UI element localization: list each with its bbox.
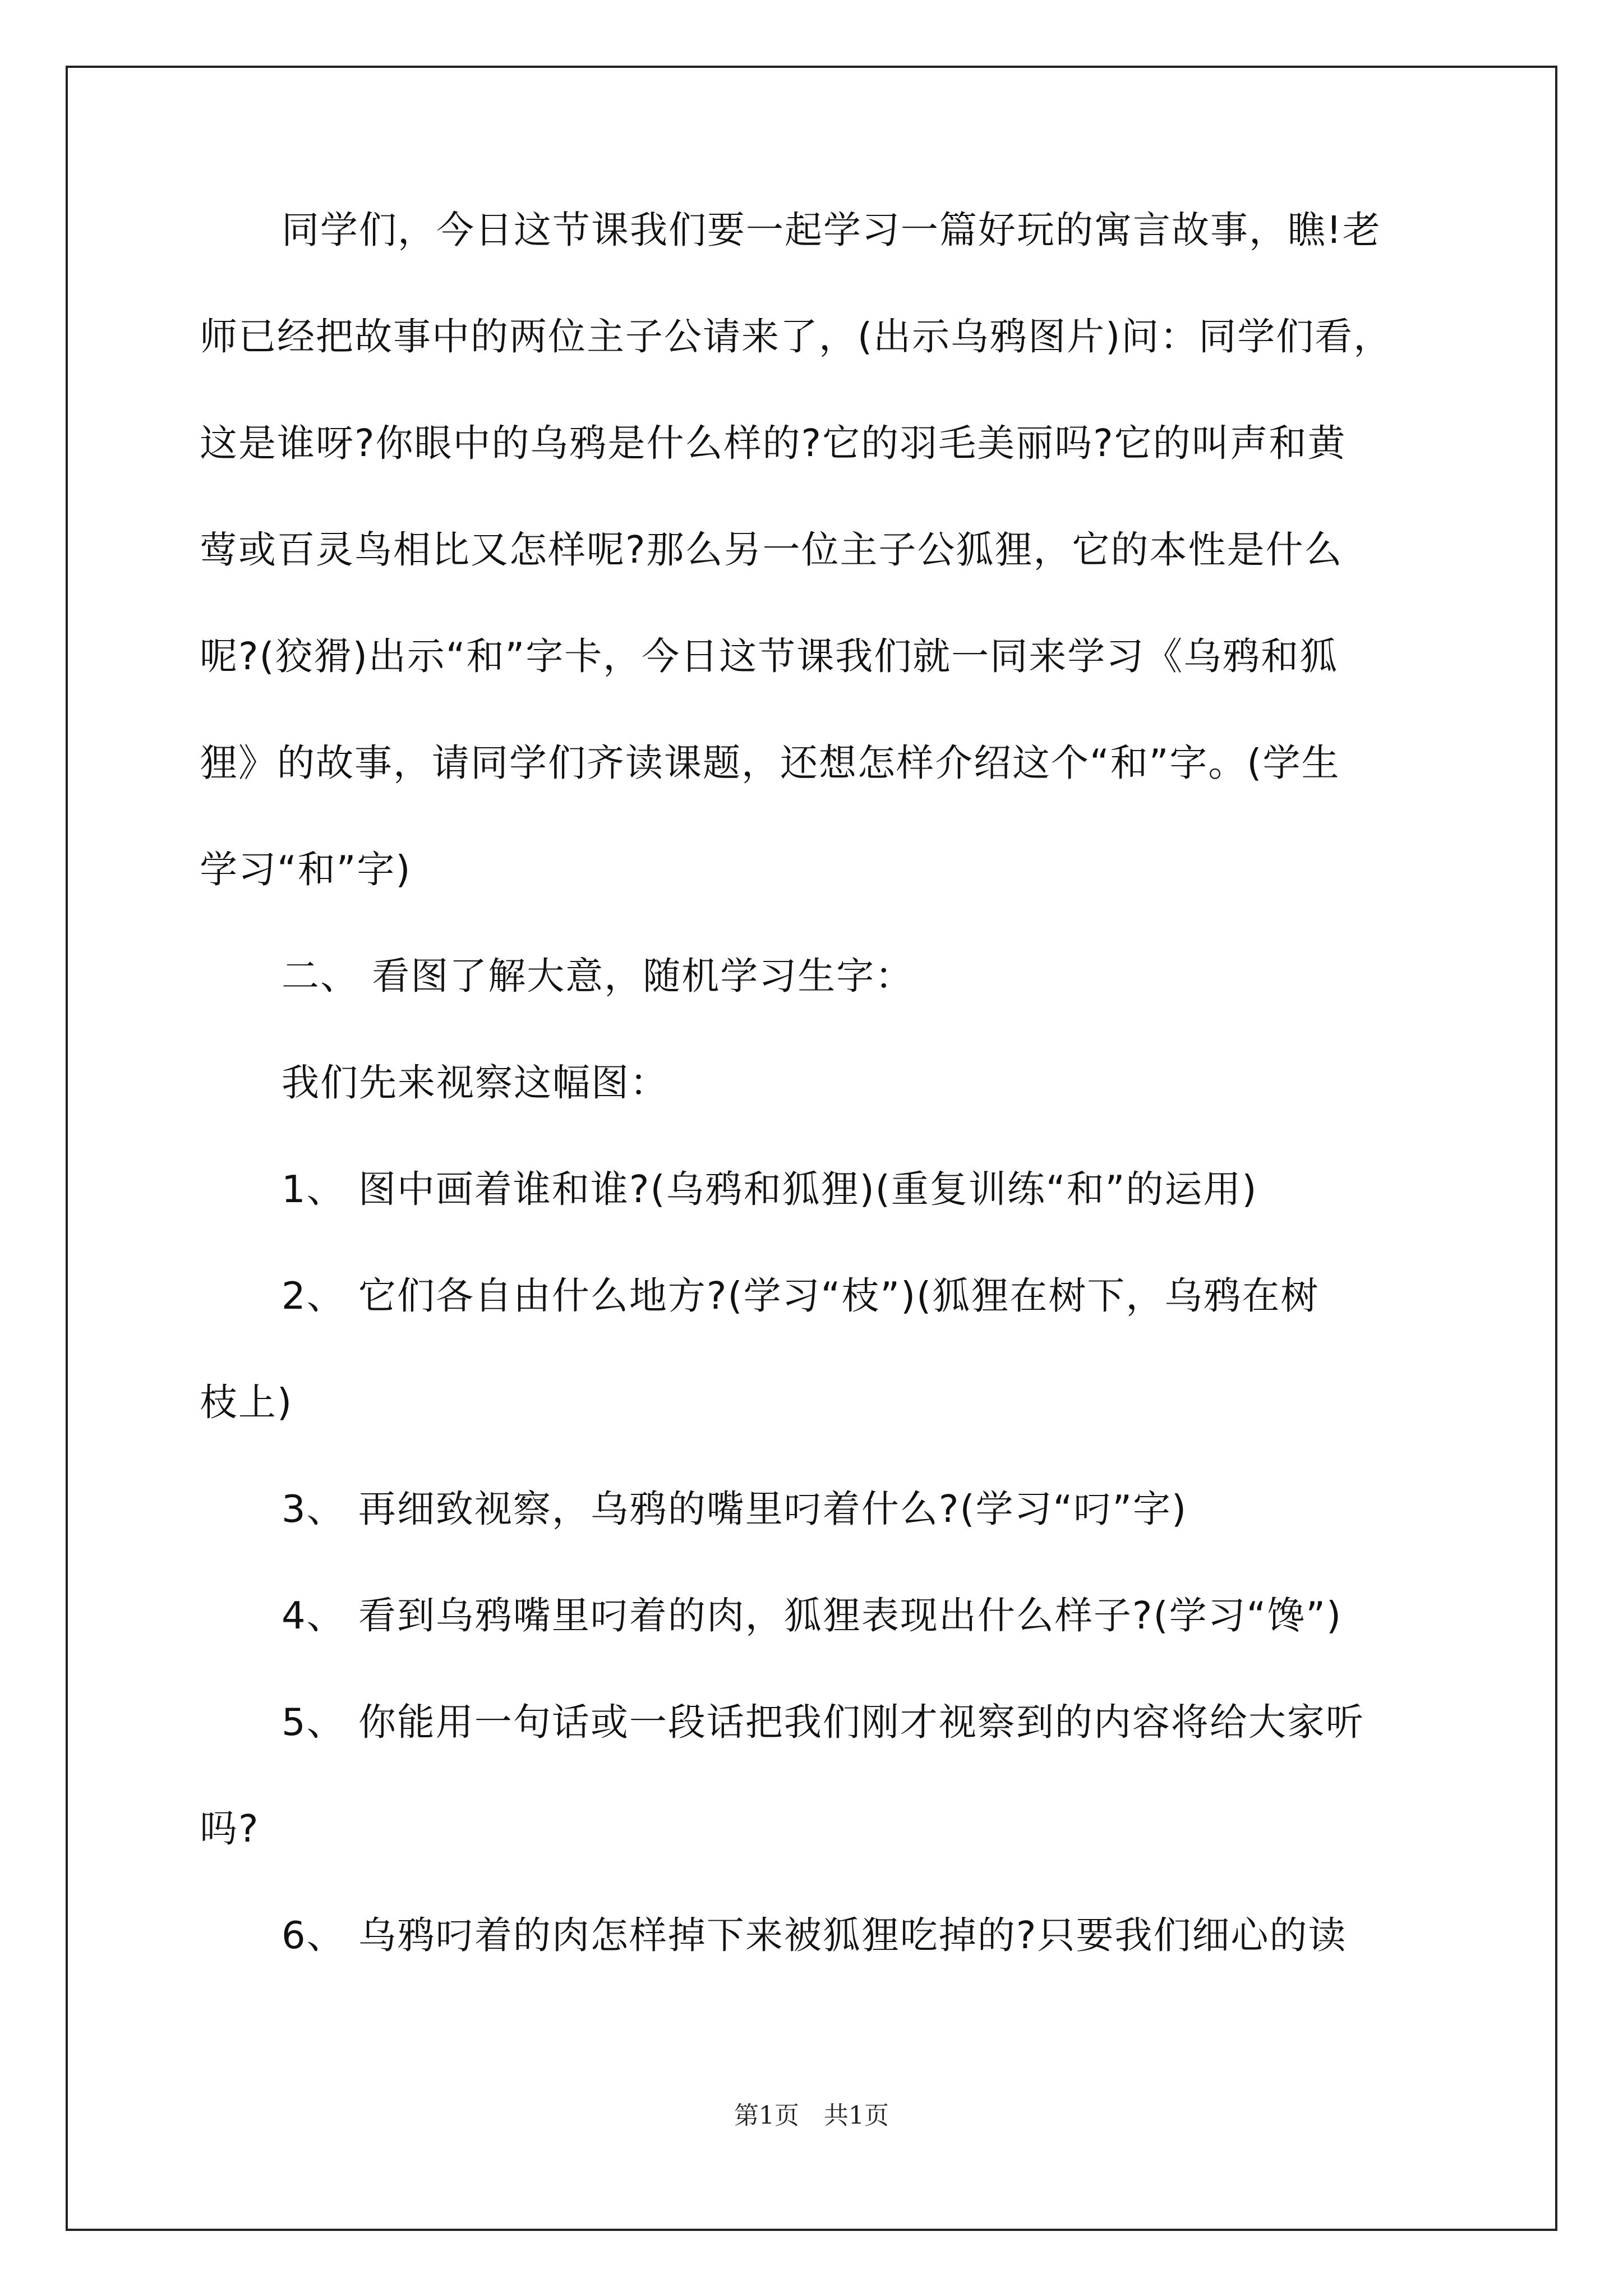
paragraph-1-line-4: 莺或百灵鸟相比又怎样呢?那么另一位主子公狐狸，它的本性是什么 bbox=[200, 528, 1343, 572]
list-item-1: 1、 图中画着谁和谁?(乌鸦和狐狸)(重复训练“和”的运用) bbox=[282, 1167, 1258, 1211]
section-heading: 二、 看图了解大意，随机学习生字： bbox=[282, 954, 914, 998]
list-item-3: 3、 再细致视察，乌鸦的嘴里叼着什么?(学习“叼”字) bbox=[282, 1487, 1188, 1531]
paragraph-1-line-2: 师已经把故事中的两位主子公请来了，(出示乌鸦图片)问：同学们看， bbox=[200, 315, 1393, 358]
paragraph-1-line-5: 呢?(狡猾)出示“和”字卡，今日这节课我们就一同来学习《乌鸦和狐 bbox=[200, 634, 1339, 678]
paragraph-1-line-6: 狸》的故事，请同学们齐读课题，还想怎样介绍这个“和”字。(学生 bbox=[200, 741, 1340, 785]
list-item-2-cont: 枝上) bbox=[200, 1381, 293, 1424]
list-item-5-cont: 吗? bbox=[200, 1807, 260, 1851]
page-footer: 第1页 共1页 bbox=[734, 2101, 889, 2130]
list-item-6: 6、 乌鸦叼着的肉怎样掉下来被狐狸吃掉的?只要我们细心的读 bbox=[282, 1913, 1347, 1957]
paragraph-1-line-7: 学习“和”字) bbox=[200, 848, 412, 891]
intro-line: 我们先来视察这幅图： bbox=[282, 1061, 668, 1105]
paragraph-1-line-1: 同学们，今日这节课我们要一起学习一篇好玩的寓言故事，瞧!老 bbox=[282, 208, 1381, 252]
list-item-4: 4、 看到乌鸦嘴里叼着的肉，狐狸表现出什么样子?(学习“馋”) bbox=[282, 1594, 1343, 1637]
list-item-2: 2、 它们各自由什么地方?(学习“枝”)(狐狸在树下，乌鸦在树 bbox=[282, 1274, 1320, 1318]
page-border bbox=[66, 66, 1557, 2231]
list-item-5: 5、 你能用一句话或一段话把我们刚才视察到的内容将给大家听 bbox=[282, 1700, 1364, 1744]
paragraph-1-line-3: 这是谁呀?你眼中的乌鸦是什么样的?它的羽毛美丽吗?它的叫声和黄 bbox=[200, 421, 1347, 465]
